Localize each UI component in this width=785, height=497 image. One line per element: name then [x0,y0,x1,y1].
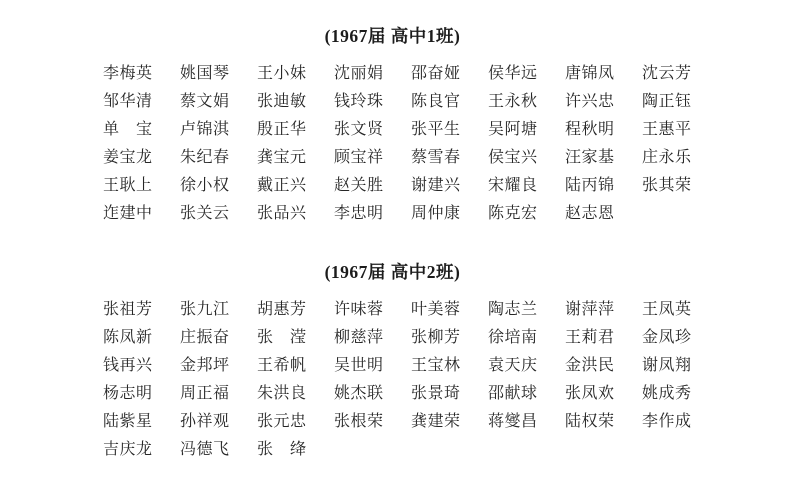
student-name: 王莉君 [565,329,615,346]
student-name: 张 绛 [257,441,307,458]
student-name: 陈凤新 [103,329,153,346]
student-name: 钱玲珠 [334,93,384,110]
student-name: 金凤珍 [642,329,692,346]
student-name: 张关云 [180,205,230,222]
student-name: 赵关胜 [334,177,384,194]
name-row [103,352,785,380]
student-name: 谢凤翔 [642,357,692,374]
student-name: 钱再兴 [103,357,153,374]
student-name: 张文贤 [334,121,384,138]
student-name: 张景琦 [411,385,461,402]
student-name: 张元忠 [257,413,307,430]
student-name: 汪家基 [565,149,615,166]
student-name: 张平生 [411,121,461,138]
student-name: 张祖芳 [103,301,153,318]
name-row [103,324,785,352]
student-name: 蔡雪春 [411,149,461,166]
student-name: 袁天庆 [488,357,538,374]
student-name: 张九江 [180,301,230,318]
student-name: 唐锦凤 [565,65,615,82]
student-name: 陶正钰 [642,93,692,110]
student-name: 吴世明 [334,357,384,374]
student-name: 侯华远 [488,65,538,82]
student-name: 朱纪春 [180,149,230,166]
student-name: 陆权荣 [565,413,615,430]
student-name: 李梅英 [103,65,153,82]
section-title: (1967届 高中2班) [324,262,461,282]
student-name: 陈良官 [411,93,461,110]
student-name: 金洪民 [565,357,615,374]
class-section-2 [0,262,785,464]
name-row [103,436,785,464]
student-name: 王耿上 [103,177,153,194]
student-name: 卢锦淇 [180,121,230,138]
student-name: 柳慈萍 [334,329,384,346]
student-name: 冯德飞 [180,441,230,458]
student-name: 谢萍萍 [565,301,615,318]
student-name: 张凤欢 [565,385,615,402]
student-name: 王惠平 [642,121,692,138]
section-title: (1967届 高中1班) [324,26,461,46]
student-name: 姚国琴 [180,65,230,82]
student-name: 张柳芳 [411,329,461,346]
student-name: 谢建兴 [411,177,461,194]
name-row [103,60,785,88]
student-name: 沈云芳 [642,65,692,82]
name-row [103,296,785,324]
student-name: 张根荣 [334,413,384,430]
student-name: 王希帆 [257,357,307,374]
student-name: 沈丽娟 [334,65,384,82]
student-name: 陆丙锦 [565,177,615,194]
student-name: 赵志恩 [565,205,615,222]
student-name: 金邦坪 [180,357,230,374]
student-name: 蔡文娟 [180,93,230,110]
name-row [103,408,785,436]
student-name: 孙祥观 [180,413,230,430]
student-name: 蒋燮昌 [488,413,538,430]
student-name: 王永秋 [488,93,538,110]
student-name: 王凤英 [642,301,692,318]
student-name: 张其荣 [642,177,692,194]
student-name: 王宝林 [411,357,461,374]
student-name: 周仲康 [411,205,461,222]
student-name: 朱洪良 [257,385,307,402]
student-name: 胡惠芳 [257,301,307,318]
student-name: 李作成 [642,413,692,430]
student-name: 庄永乐 [642,149,692,166]
student-name: 戴正兴 [257,177,307,194]
student-name: 庄振奋 [180,329,230,346]
student-name: 陈克宏 [488,205,538,222]
student-name: 姚成秀 [642,385,692,402]
student-name: 张品兴 [257,205,307,222]
student-name: 杨志明 [103,385,153,402]
student-name: 顾宝祥 [334,149,384,166]
student-name: 迮建中 [103,205,153,222]
student-name: 邹华清 [103,93,153,110]
student-name: 李忠明 [334,205,384,222]
student-name: 邵奋娅 [411,65,461,82]
student-name: 陆紫星 [103,413,153,430]
student-name: 龚宝元 [257,149,307,166]
name-grid [103,296,785,464]
name-row [103,172,785,200]
student-name: 叶美蓉 [411,301,461,318]
name-grid [103,60,785,228]
student-name: 姜宝龙 [103,149,153,166]
student-name: 许兴忠 [565,93,615,110]
student-name: 徐培南 [488,329,538,346]
student-name: 许味蓉 [334,301,384,318]
student-name: 张 滢 [257,329,307,346]
name-row [103,200,785,228]
student-name: 陶志兰 [488,301,538,318]
name-row [103,380,785,408]
student-name: 邵献球 [488,385,538,402]
name-row [103,88,785,116]
student-name: 徐小权 [180,177,230,194]
student-name: 姚杰联 [334,385,384,402]
class-section-1 [0,26,785,228]
student-name: 王小妹 [257,65,307,82]
student-name: 侯宝兴 [488,149,538,166]
name-row [103,144,785,172]
student-name: 宋耀良 [488,177,538,194]
student-name: 张迪敏 [257,93,307,110]
student-name: 龚建荣 [411,413,461,430]
student-name: 周正福 [180,385,230,402]
student-name: 殷正华 [257,121,307,138]
student-name: 吉庆龙 [103,441,153,458]
student-name: 单 宝 [103,121,153,138]
name-row [103,116,785,144]
student-name: 程秋明 [565,121,615,138]
student-name: 吴阿塘 [488,121,538,138]
